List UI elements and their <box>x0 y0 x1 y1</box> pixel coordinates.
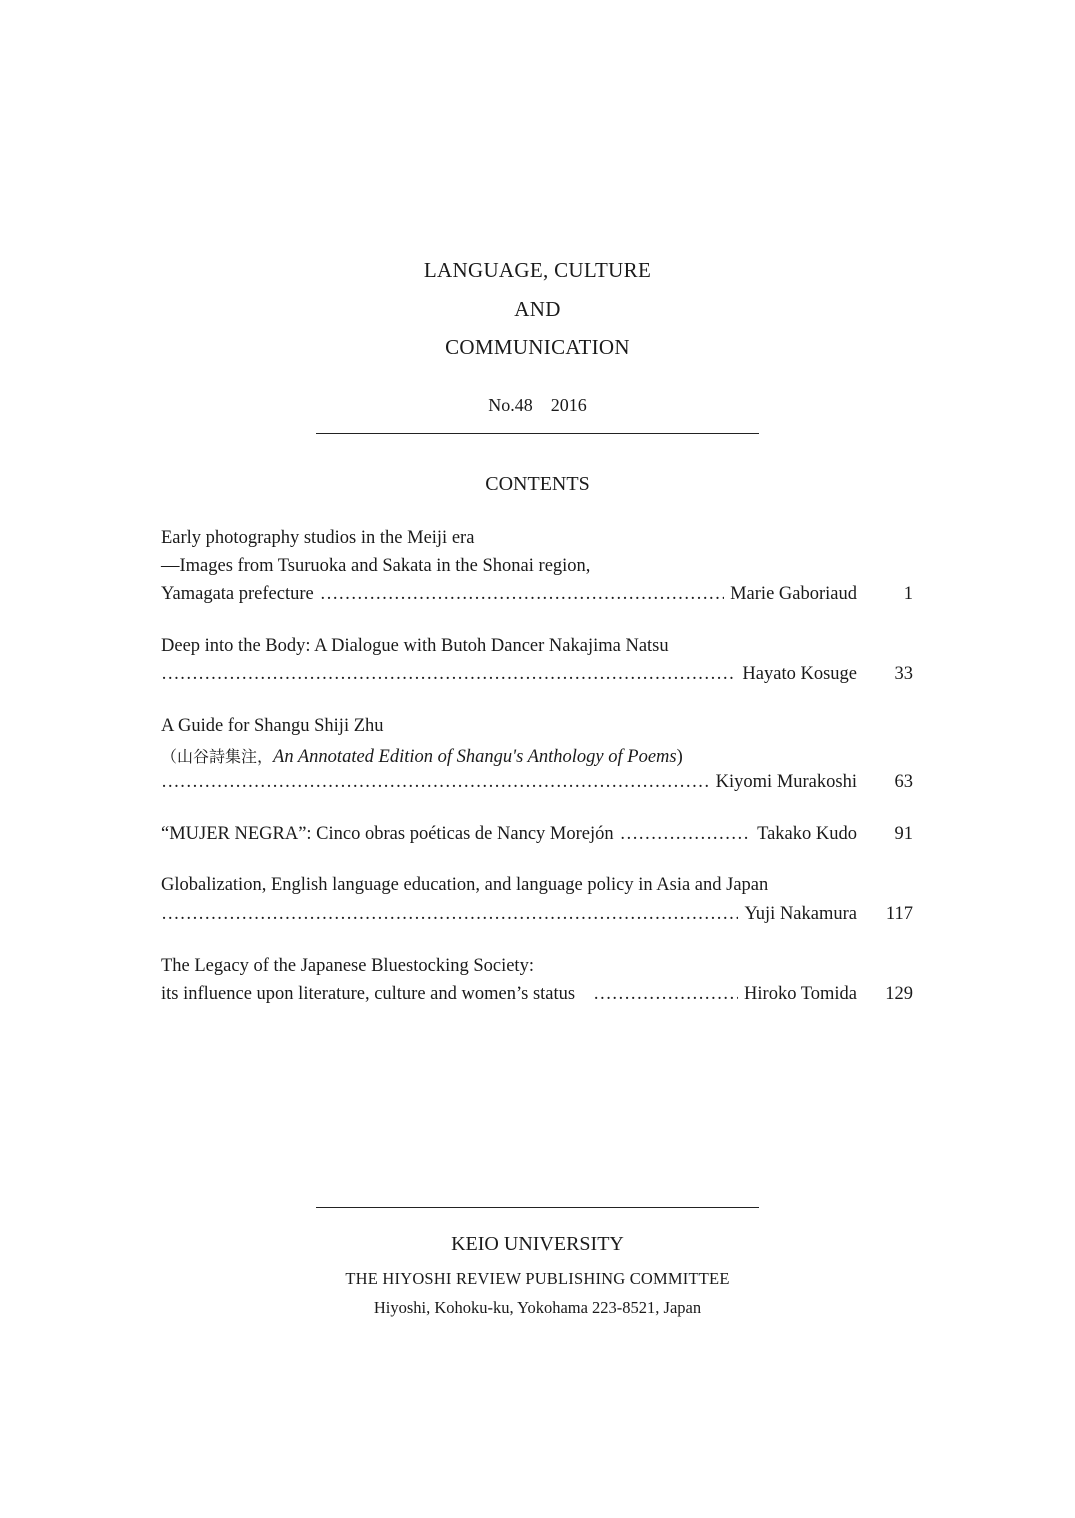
issue-info <box>0 395 1075 416</box>
entry-3-author: Kiyomi Murakoshi <box>715 772 857 792</box>
entry-3-dotline <box>161 772 857 793</box>
entry-4-title: “MUJER NEGRA”: Cinco obras poéticas de Nancy Morejón <box>161 824 614 844</box>
issue-number: No.48 <box>488 395 533 415</box>
entry-5-author: Yuji Nakamura <box>744 904 857 924</box>
entry-3-subtitle-japanese: 山谷詩集注， <box>177 747 274 766</box>
contents-heading: CONTENTS <box>485 473 590 495</box>
leader-dots <box>620 824 751 845</box>
leader-dots <box>161 664 736 685</box>
entry-1-author: Marie Gaboriaud <box>730 584 857 604</box>
issue-year: 2016 <box>550 395 587 415</box>
entry-2-page: 33 <box>894 664 913 684</box>
top-divider <box>316 433 759 434</box>
entry-2-title: Deep into the Body: A Dialogue with Butoh Dancer Nakajima Natsu <box>161 636 669 656</box>
entry-5-page: 117 <box>885 904 913 924</box>
entry-2-dotline <box>161 664 857 685</box>
entry-6-title-line-1: The Legacy of the Japanese Bluestocking Society: <box>161 956 534 976</box>
entry-6-author: Hiroko Tomida <box>744 984 857 1004</box>
entry-1-title-line-3: Yamagata prefecture <box>161 584 314 604</box>
entry-5-dotline <box>161 904 857 925</box>
entry-5-title: Globalization, English language education, and language policy in Asia and Japan <box>161 875 769 895</box>
entry-3-subtitle-close: ) <box>676 747 683 767</box>
entry-4-page: 91 <box>894 824 913 844</box>
entry-1-title-line-2: —Images from Tsuruoka and Sakata in the Shonai region, <box>161 556 591 576</box>
entry-6-dotline <box>161 984 857 1005</box>
leader-dots <box>161 904 738 925</box>
entry-3-subtitle-open: （ <box>161 747 178 766</box>
entry-6-page: 129 <box>885 984 913 1004</box>
journal-title-line-1: LANGUAGE, CULTURE <box>423 258 652 282</box>
entry-3-subtitle <box>161 744 683 768</box>
entry-4-author: Takako Kudo <box>757 824 857 844</box>
publisher-address: Hiyoshi, Kohoku-ku, Yokohama 223-8521, Japan <box>373 1298 702 1317</box>
entry-4-dotline <box>161 824 857 845</box>
entry-3-page: 63 <box>894 772 913 792</box>
entry-1-title-line-1: Early photography studios in the Meiji era <box>161 528 475 548</box>
bottom-divider <box>316 1207 759 1208</box>
leader-dots <box>161 772 710 793</box>
entry-2-author: Hayato Kosuge <box>742 664 857 684</box>
entry-3-subtitle-italic: An Annotated Edition of Shangu's Anthology of Poems <box>273 747 677 767</box>
entry-3-title: A Guide for Shangu Shiji Zhu <box>161 716 384 736</box>
journal-title-line-3: COMMUNICATION <box>445 335 630 359</box>
leader-dots <box>593 984 738 1005</box>
publisher-committee: THE HIYOSHI REVIEW PUBLISHING COMMITTEE <box>345 1269 730 1288</box>
leader-dots <box>320 584 724 605</box>
entry-1-page: 1 <box>903 584 913 604</box>
publisher-name: KEIO UNIVERSITY <box>451 1233 624 1255</box>
journal-title-line-2: AND <box>514 297 561 321</box>
entry-1-dotline <box>161 584 857 605</box>
entry-6-title-line-2: its influence upon literature, culture and women’s status <box>161 984 576 1004</box>
